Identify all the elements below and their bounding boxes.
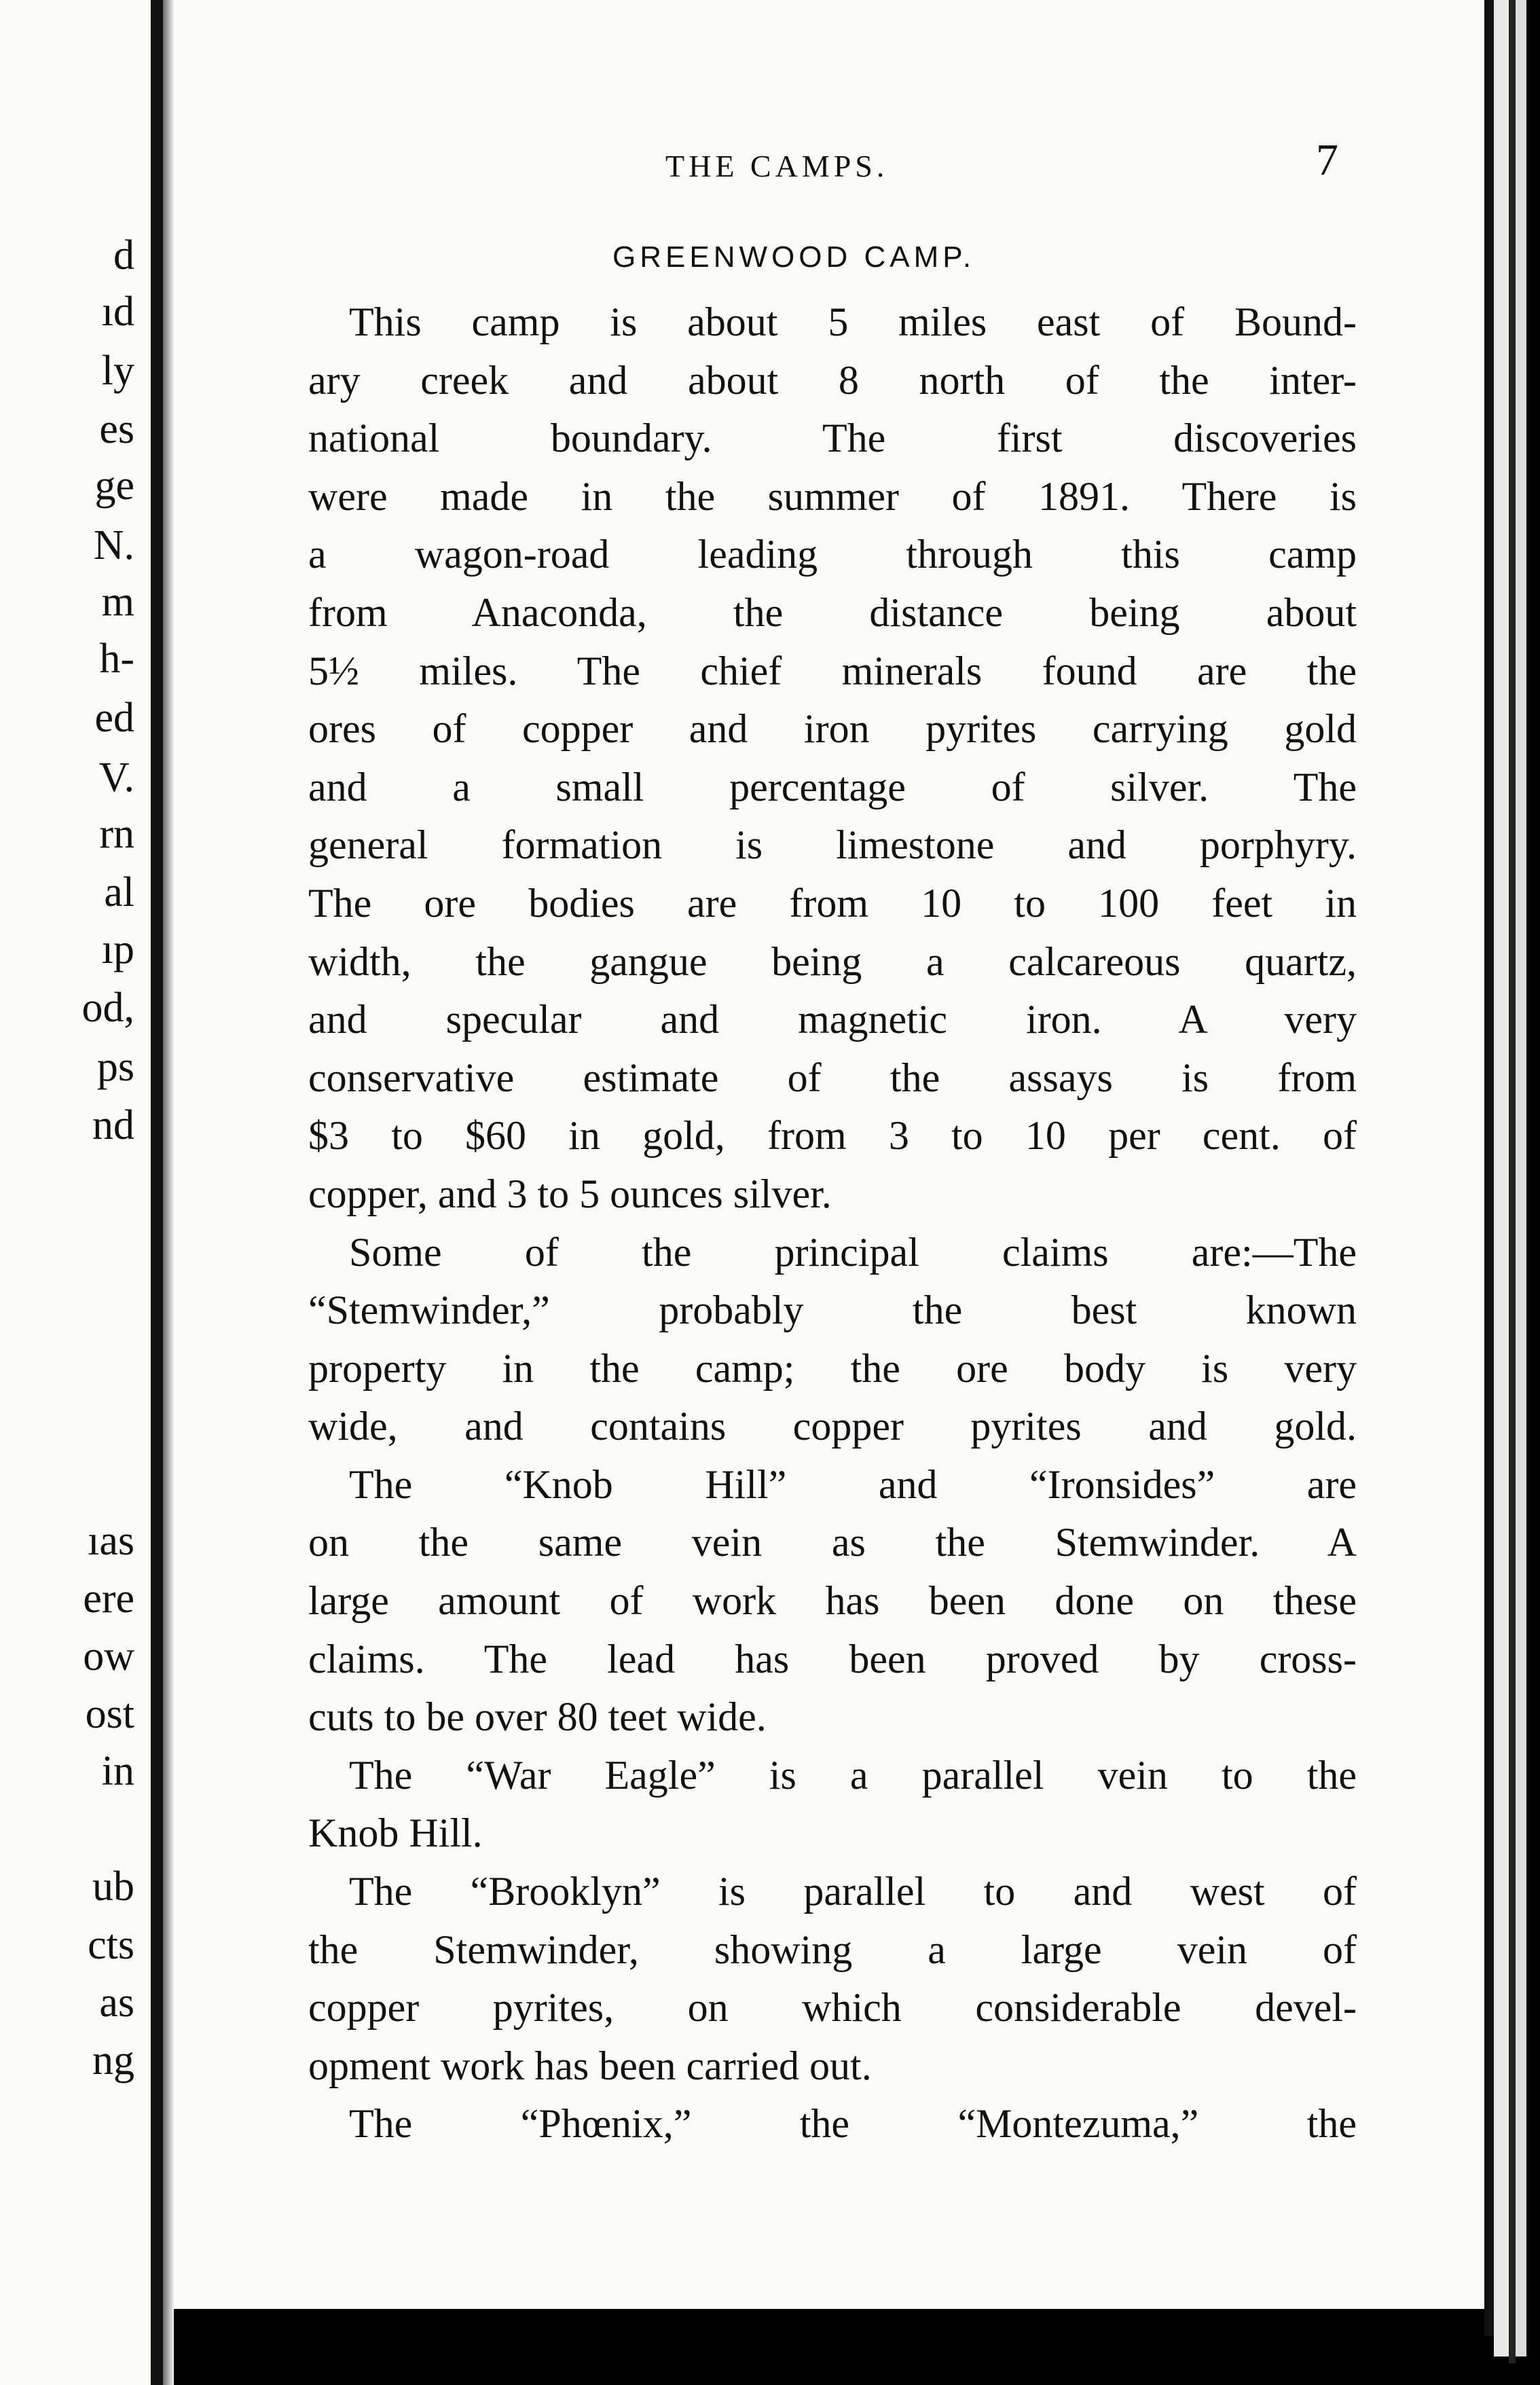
section-heading: GREENWOOD CAMP. <box>612 240 976 274</box>
text-line: and specular and magnetic iron. A very <box>308 997 1357 1042</box>
gutter-shadow <box>163 0 174 2385</box>
previous-page-fragment <box>0 0 151 2385</box>
text-line: and a small percentage of silver. The <box>308 764 1357 809</box>
text-line: copper, and 3 to 5 ounces silver. <box>308 1171 832 1216</box>
text-line: ores of copper and iron pyrites carrying gold <box>308 706 1357 752</box>
previous-page-fragment-text: ng <box>92 2037 134 2083</box>
text-line: 5½ miles. The chief minerals found are the <box>308 648 1357 693</box>
text-line: ary creek and about 8 north of the inter- <box>308 357 1357 403</box>
text-line: copper pyrites, on which considerable devel- <box>308 1985 1357 2031</box>
page-edge <box>1494 0 1509 2356</box>
text-line: the Stemwinder, showing a large vein of <box>308 1927 1357 1972</box>
text-line: claims. The lead has been proved by cross- <box>308 1636 1357 1681</box>
previous-page-fragment-text: nd <box>92 1102 134 1148</box>
text-line: cuts to be over 80 teet wide. <box>308 1694 767 1740</box>
text-line: $3 to $60 in gold, from 3 to 10 per cent. of <box>308 1113 1357 1159</box>
previous-page-fragment-text: al <box>104 869 134 915</box>
text-line: The ore bodies are from 10 to 100 feet in <box>308 880 1357 926</box>
previous-page-fragment-text: in <box>101 1748 134 1794</box>
text-line: large amount of work has been done on these <box>308 1578 1357 1624</box>
page-edge <box>1509 0 1516 2363</box>
page-edge <box>1484 0 1494 2336</box>
text-line: conservative estimate of the assays is from <box>308 1055 1357 1100</box>
previous-page-fragment-text: ıas <box>88 1518 134 1564</box>
page-number: 7 <box>1316 135 1338 185</box>
text-line: from Anaconda, the distance being about <box>308 589 1357 635</box>
previous-page-fragment-text: ps <box>96 1044 134 1090</box>
previous-page-fragment-text: rn <box>99 811 134 857</box>
text-line: wide, and contains copper pyrites and gold. <box>308 1404 1357 1449</box>
previous-page-fragment-text: as <box>99 1980 134 2026</box>
book-gutter <box>151 0 163 2385</box>
text-line: This camp is about 5 miles east of Bound- <box>349 299 1357 344</box>
previous-page-fragment-text: es <box>99 406 134 452</box>
previous-page-fragment-text: ub <box>92 1863 134 1910</box>
text-line: Some of the principal claims are:—The <box>349 1229 1357 1275</box>
previous-page-fragment-text: ıp <box>101 926 134 972</box>
previous-page-fragment-text: h- <box>99 636 134 682</box>
text-line: property in the camp; the ore body is very <box>308 1345 1357 1391</box>
text-line: Knob Hill. <box>308 1810 483 1856</box>
previous-page-fragment-text: d <box>113 232 134 278</box>
text-line: The “Phœnix,” the “Montezuma,” the <box>349 2101 1357 2147</box>
text-line: national boundary. The first discoveries <box>308 416 1357 461</box>
text-line: opment work has been carried out. <box>308 2043 872 2088</box>
text-line: on the same vein as the Stemwinder. A <box>308 1520 1357 1565</box>
previous-page-fragment-text: ly <box>101 348 134 394</box>
text-line: a wagon-road leading through this camp <box>308 532 1357 577</box>
text-line: general formation is limestone and porphyry. <box>308 822 1357 868</box>
text-line: The “War Eagle” is a parallel vein to the <box>349 1752 1357 1798</box>
previous-page-fragment-text: od, <box>81 985 134 1031</box>
text-line: The “Brooklyn” is parallel to and west of <box>349 1869 1357 1914</box>
text-line: “Stemwinder,” probably the best known <box>308 1288 1357 1333</box>
previous-page-fragment-text: ed <box>94 695 134 741</box>
previous-page-fragment-text: ost <box>85 1691 134 1737</box>
previous-page-fragment-text: N. <box>93 522 134 568</box>
text-line: width, the gangue being a calcareous quartz, <box>308 939 1357 984</box>
previous-page-line-endings <box>0 0 151 2385</box>
previous-page-fragment-text: V. <box>98 754 134 801</box>
previous-page-fragment-text: ow <box>83 1633 134 1679</box>
previous-page-fragment-text: m <box>101 579 134 625</box>
page-edge <box>1516 0 1526 2356</box>
previous-page-fragment-text: ge <box>94 462 134 509</box>
body-text <box>308 293 1357 2153</box>
previous-page-fragment-text: ere <box>83 1576 134 1622</box>
running-head: THE CAMPS. <box>665 149 889 183</box>
text-line: were made in the summer of 1891. There is <box>308 473 1357 519</box>
text-line: The “Knob Hill” and “Ironsides” are <box>349 1461 1357 1507</box>
previous-page-fragment-text: ıd <box>101 289 134 335</box>
previous-page-fragment-text: cts <box>88 1922 134 1968</box>
